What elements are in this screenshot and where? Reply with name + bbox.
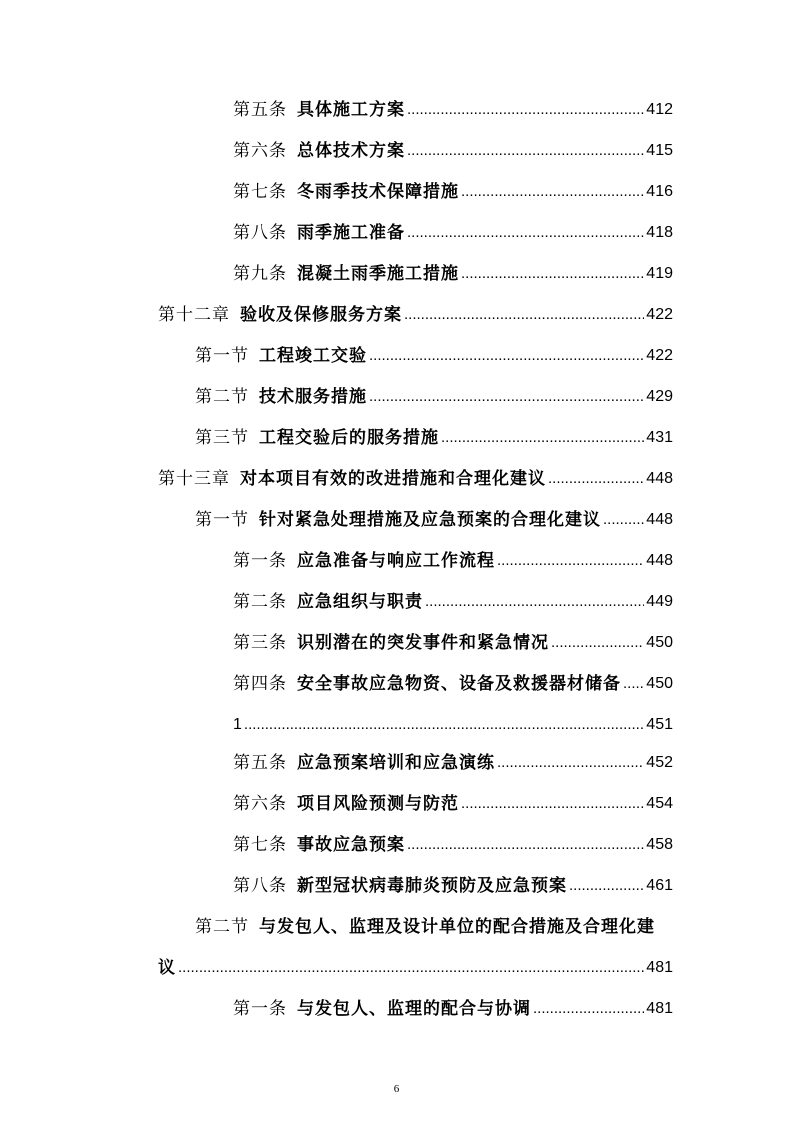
toc-entry-page: 481	[646, 1000, 673, 1017]
dot-leader	[407, 833, 644, 857]
dot-leader	[369, 344, 644, 368]
toc-entry-continuation[interactable]	[233, 707, 673, 737]
toc-entry-label: 第二条	[233, 592, 287, 612]
toc-entry-title: 安全事故应急物资、设备及救援器材储备	[297, 674, 621, 694]
toc-entry-label: 第三条	[233, 633, 287, 653]
toc-entry[interactable]	[233, 991, 673, 1021]
toc-entry[interactable]	[233, 868, 673, 898]
toc-entry-label: 第二节	[195, 387, 249, 407]
toc-entry-title: 雨季施工准备	[297, 223, 405, 243]
dot-leader	[244, 713, 644, 737]
toc-entry-page: 481	[646, 959, 673, 976]
toc-entry-page: 422	[646, 347, 673, 364]
dot-leader	[623, 672, 644, 696]
dot-leader	[461, 180, 644, 204]
toc-entry-label: 第一条	[233, 551, 287, 571]
toc-entry-page: 448	[646, 470, 673, 487]
toc-entry[interactable]	[233, 827, 673, 857]
dot-leader	[533, 997, 644, 1021]
toc-entry-page: 450	[646, 634, 673, 651]
toc-entry-continuation[interactable]	[158, 950, 673, 980]
toc-entry-title: 应急预案培训和应急演练	[297, 753, 495, 773]
toc-entry-title: 与发包人、监理的配合与协调	[297, 999, 531, 1019]
toc-entry-section[interactable]	[195, 502, 673, 532]
dot-leader	[404, 303, 644, 327]
toc-entry-label: 第七条	[233, 182, 287, 202]
toc-entry-page: 449	[646, 593, 673, 610]
toc-entry-page: 429	[646, 388, 673, 405]
page-number: 6	[393, 1083, 400, 1095]
toc-entry-label: 第一节	[195, 346, 249, 366]
toc-entry-label: 第八条	[233, 876, 287, 896]
toc-entry-title: 验收及保修服务方案	[240, 305, 402, 325]
toc-entry-label: 第五条	[233, 100, 287, 120]
toc-entry-page: 431	[646, 429, 673, 446]
toc-entry[interactable]	[233, 215, 673, 245]
toc-entry-label: 第六条	[233, 141, 287, 161]
toc-entry-title: 冬雨季技术保障措施	[297, 182, 459, 202]
dot-leader	[461, 792, 644, 816]
toc-entry-chapter[interactable]	[158, 461, 673, 491]
toc-entry[interactable]	[233, 666, 673, 696]
toc-entry-label: 第五条	[233, 753, 287, 773]
toc-entry-label: 第六条	[233, 794, 287, 814]
toc-entry-label: 第十二章	[158, 305, 230, 325]
dot-leader	[551, 631, 644, 655]
toc-entry-title: 应急准备与响应工作流程	[297, 551, 495, 571]
toc-entry-page: 461	[646, 877, 673, 894]
toc-entry-title: 应急组织与职责	[297, 592, 423, 612]
dot-leader	[407, 139, 644, 163]
dot-leader	[441, 426, 644, 450]
toc-entry[interactable]	[233, 92, 673, 122]
toc-entry-page: 422	[646, 306, 673, 323]
toc-entry-label: 第九条	[233, 264, 287, 284]
toc-entry-page: 452	[646, 754, 673, 771]
toc-entry-page: 454	[646, 795, 673, 812]
toc-entry-label: 第四条	[233, 674, 287, 694]
toc-entry-title: 技术服务措施	[259, 387, 367, 407]
dot-leader	[497, 549, 644, 573]
toc-entry-title: 对本项目有效的改进措施和合理化建议	[240, 469, 546, 489]
toc-entry-label: 第一条	[233, 999, 287, 1019]
dot-leader	[369, 385, 644, 409]
toc-entry[interactable]	[233, 584, 673, 614]
dot-leader	[461, 262, 644, 286]
toc-entry-section[interactable]	[195, 379, 673, 409]
toc-entry-section[interactable]	[195, 909, 673, 939]
toc-entry-title: 工程竣工交验	[259, 346, 367, 366]
toc-entry-title: 工程交验后的服务措施	[259, 428, 439, 448]
toc-entry-page: 416	[646, 183, 673, 200]
toc-entry[interactable]	[233, 256, 673, 286]
toc-entry-label: 第十三章	[158, 469, 230, 489]
toc-entry[interactable]	[233, 786, 673, 816]
dot-leader	[603, 508, 644, 532]
toc-entry-page: 419	[646, 265, 673, 282]
toc-entry-page: 448	[646, 511, 673, 528]
toc-entry-title: 1	[233, 716, 242, 733]
toc-entry-page: 451	[646, 716, 673, 733]
toc-entry-section[interactable]	[195, 420, 673, 450]
toc-entry-title: 议	[158, 958, 176, 978]
dot-leader	[548, 467, 644, 491]
toc-entry-page: 412	[646, 101, 673, 118]
toc-entry-title: 具体施工方案	[297, 100, 405, 120]
dot-leader	[425, 590, 644, 614]
toc-entry-title: 项目风险预测与防范	[297, 794, 459, 814]
dot-leader	[569, 874, 644, 898]
toc-entry-page: 448	[646, 552, 673, 569]
toc-entry[interactable]	[233, 543, 673, 573]
dot-leader	[407, 221, 644, 245]
toc-entry[interactable]	[233, 625, 673, 655]
toc-entry-chapter[interactable]	[158, 297, 673, 327]
toc-entry-page: 418	[646, 224, 673, 241]
toc-entry-title: 针对紧急处理措施及应急预案的合理化建议	[259, 510, 601, 530]
toc-entry[interactable]	[233, 174, 673, 204]
toc-entry-title: 总体技术方案	[297, 141, 405, 161]
toc-entry-section[interactable]	[195, 338, 673, 368]
dot-leader	[178, 956, 644, 980]
dot-leader	[497, 751, 644, 775]
toc-entry-title: 识别潜在的突发事件和紧急情况	[297, 633, 549, 653]
toc-entry-label: 第七条	[233, 835, 287, 855]
toc-entry-page: 415	[646, 142, 673, 159]
toc-entry-page: 450	[646, 675, 673, 692]
toc-entry[interactable]	[233, 745, 673, 775]
toc-entry-page: 458	[646, 836, 673, 853]
toc-entry-title: 事故应急预案	[297, 835, 405, 855]
toc-entry-title: 混凝土雨季施工措施	[297, 264, 459, 284]
toc-entry-title: 新型冠状病毒肺炎预防及应急预案	[297, 876, 567, 896]
toc-entry-label: 第二节	[195, 917, 249, 937]
toc-entry[interactable]	[233, 133, 673, 163]
toc-entry-title: 与发包人、监理及设计单位的配合措施及合理化建	[259, 917, 655, 937]
toc-entry-label: 第一节	[195, 510, 249, 530]
toc-entry-label: 第八条	[233, 223, 287, 243]
toc-entry-label: 第三节	[195, 428, 249, 448]
dot-leader	[407, 98, 644, 122]
